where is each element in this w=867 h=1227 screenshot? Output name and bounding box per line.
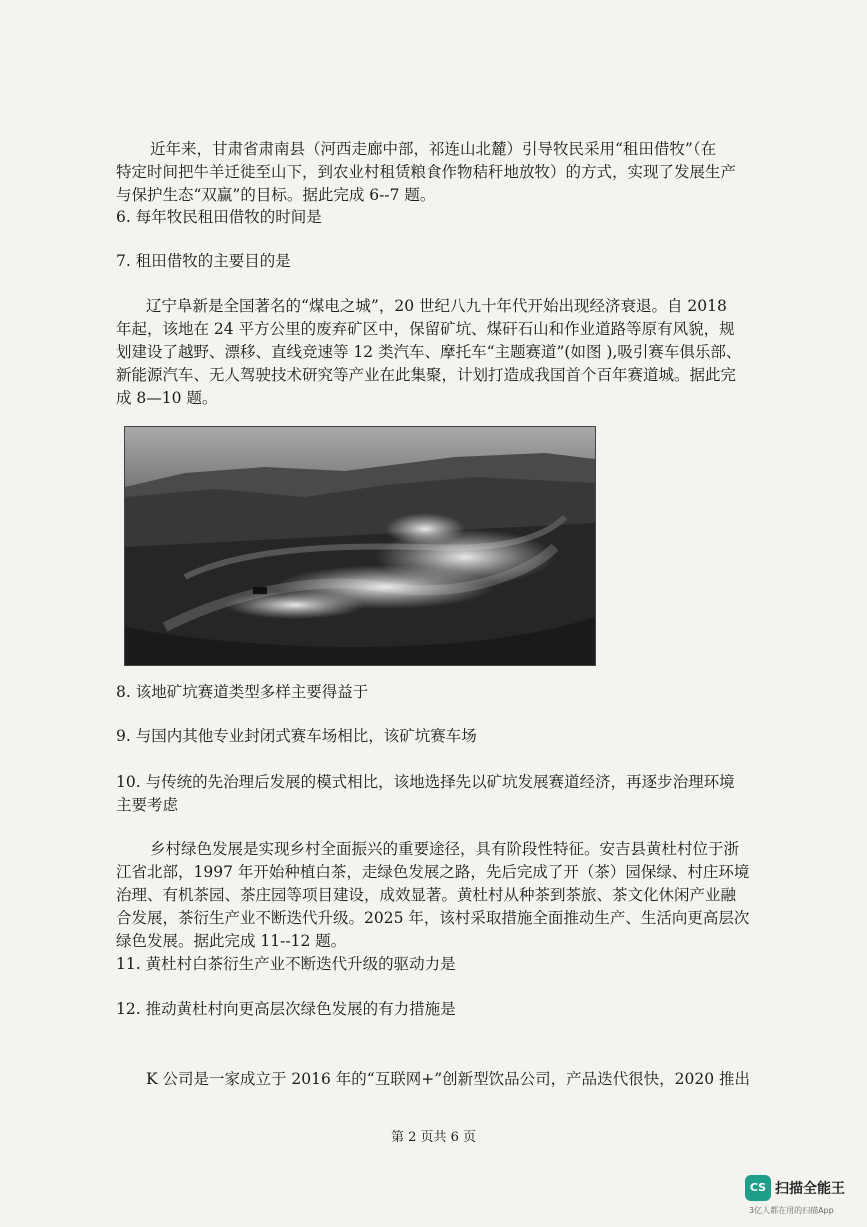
watermark-subtitle: 3亿人都在用的扫描App [749,1206,834,1215]
page-footer: 第 2 页共 6 页 [390,1130,477,1145]
q8-stem: 8. 该地矿坑赛道类型多样主要得益于 [116,683,369,701]
passage-line: 特定时间把牛羊迁徙至山下，到农业村租赁粮食作物秸秆地放牧）的方式，实现了发展生产 [116,163,737,181]
passage-line: 辽宁阜新是全国著名的“煤电之城”，20 世纪八九十年代开始出现经济衰退。自 2018 [146,297,727,315]
passage-line: 治理、有机茶园、茶庄园等项目建设，成效显著。黄杜村从种茶到茶旅、茶文化休闲产业融 [116,886,737,904]
q6-stem: 6. 每年牧民租田借牧的时间是 [116,208,322,226]
q12-stem: 12. 推动黄杜村向更高层次绿色发展的有力措施是 [116,1000,456,1018]
racetrack-illustration [125,427,595,665]
q10-stem-cont: 主要考虑 [116,796,179,814]
q7-stem: 7. 租田借牧的主要目的是 [116,252,291,270]
scanner-app-icon: CS [745,1175,771,1201]
passage-line: 新能源汽车、无人驾驶技术研究等产业在此集聚，计划打造成我国首个百年赛道城。据此完 [116,366,737,384]
passage-line: 划建设了越野、漂移、直线竞速等 12 类汽车、摩托车“主题赛道”(如图 ),吸引赛车俱乐部、 [116,343,742,361]
scanner-watermark [745,1175,857,1219]
q11-stem: 11. 黄杜村白茶衍生产业不断迭代升级的驱动力是 [116,955,456,973]
mine-pit-racetrack-photo [124,426,596,666]
passage-line: 绿色发展。据此完成 11--12 题。 [116,932,347,950]
passage-line: 合发展，茶衍生产业不断迭代升级。2025 年，该村采取措施全面推动生产、生活向更高层次 [116,909,750,927]
q9-stem: 9. 与国内其他专业封闭式赛车场相比，该矿坑赛车场 [116,727,477,745]
passage-line: K 公司是一家成立于 2016 年的“互联网+”创新型饮品公司，产品迭代很快，2020 推出 [146,1070,751,1088]
q10-stem: 10. 与传统的先治理后发展的模式相比，该地选择先以矿坑发展赛道经济，再逐步治理环境 [116,773,735,791]
passage-line: 乡村绿色发展是实现乡村全面振兴的重要途径，具有阶段性特征。安吉县黄杜村位于浙 [150,840,740,858]
watermark-title: 扫描全能王 [775,1181,845,1197]
passage-line: 与保护生态“双赢”的目标。据此完成 6--7 题。 [116,186,436,204]
passage-line: 成 8—10 题。 [116,389,218,407]
passage-line: 江省北部，1997 年开始种植白茶，走绿色发展之路，先后完成了开（茶）园保绿、村庄环境 [116,863,750,881]
passage-line: 年起，该地在 24 平方公里的废弃矿区中，保留矿坑、煤矸石山和作业道路等原有风貌，规 [116,320,735,338]
passage-line: 近年来，甘肃省肃南县（河西走廊中部，祁连山北麓）引导牧民采用“租田借牧”（在 [150,140,717,158]
